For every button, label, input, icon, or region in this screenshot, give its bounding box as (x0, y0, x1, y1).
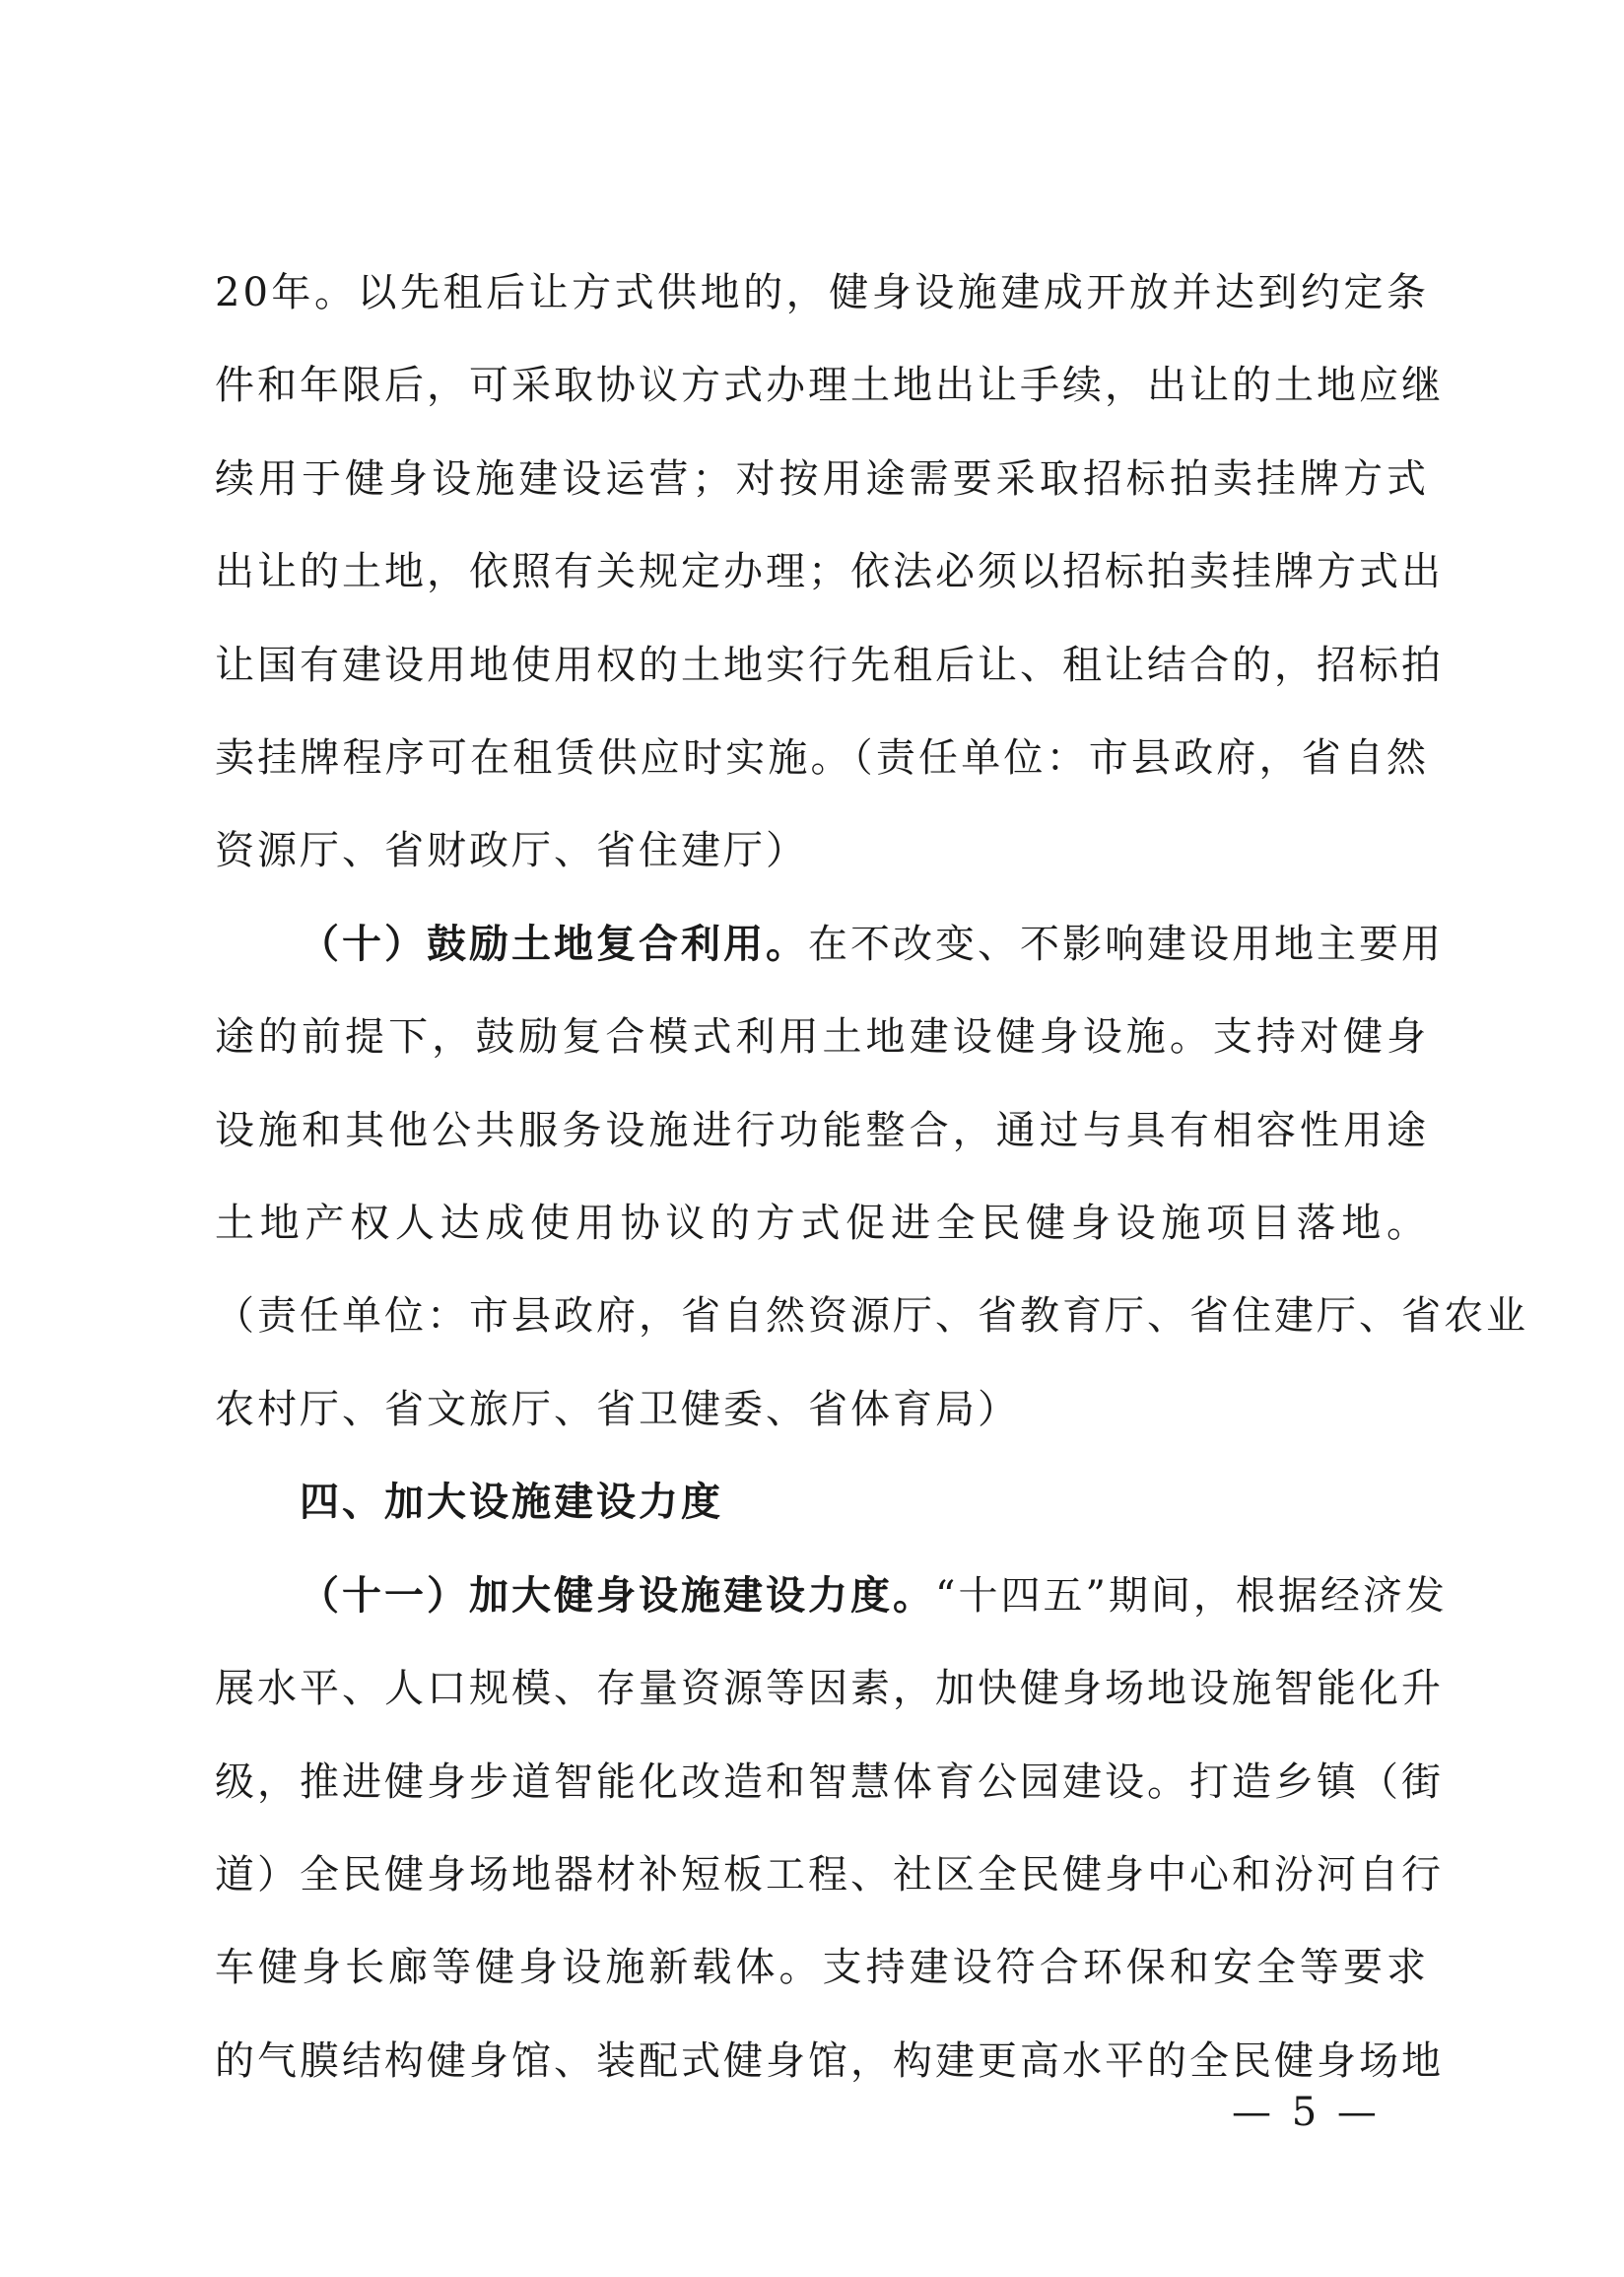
text-line: 资源厅、省财政厅、省住建厅） (215, 828, 808, 874)
text-line: 件和年限后，可采取协议方式办理土地出让手续，出让的土地应继 (215, 363, 1444, 409)
document-body (215, 246, 1528, 2107)
text-line: 的气膜结构健身馆、装配式健身馆，构建更高水平的全民健身场地 (215, 2037, 1444, 2084)
text-line: 卖挂牌程序可在租赁供应时实施。（责任单位：市县政府，省自然 (215, 735, 1429, 782)
section-lead-10: （十）鼓励土地复合利用。 (300, 921, 808, 967)
text-line: 级，推进健身步道智能化改造和智慧体育公园建设。打造乡镇（街 (215, 1759, 1444, 1805)
text-line: 出让的土地，依照有关规定办理；依法必须以招标拍卖挂牌方式出 (215, 549, 1444, 595)
text-line: 20年。以先租后让方式供地的，健身设施建成开放并达到约定条 (215, 270, 1429, 315)
text-line: 续用于健身设施建设运营；对按用途需要采取招标拍卖挂牌方式 (215, 455, 1429, 502)
section-heading-4: 四、加大设施建设力度 (300, 1480, 723, 1526)
text-line-first (215, 898, 1444, 991)
text-line: 设施和其他公共服务设施进行功能整合，通过与具有相容性用途 (215, 1107, 1429, 1153)
text-line: 途的前提下，鼓励复合模式利用土地建设健身设施。支持对健身 (215, 1014, 1429, 1061)
text-line: 车健身长廊等健身设施新载体。支持建设符合环保和安全等要求 (215, 1945, 1429, 1991)
text-line: 农村厅、省文旅厅、省卫健委、省体育局） (215, 1386, 1020, 1432)
text-line: 让国有建设用地使用权的土地实行先租后让、租让结合的，招标拍 (215, 642, 1444, 688)
section-lead-11: （十一）加大健身设施建设力度。 (300, 1572, 935, 1619)
paragraph-facility-construction (215, 1550, 1448, 2107)
text-line-first (215, 1550, 1448, 1642)
page-number: — 5 — (1232, 2090, 1381, 2135)
text-line: （责任单位：市县政府，省自然资源厅、省教育厅、省住建厅、省农业 (215, 1293, 1528, 1340)
text-line-rest: “十四五”期间，根据经济发 (935, 1572, 1448, 1619)
text-line: 展水平、人口规模、存量资源等因素，加快健身场地设施智能化升 (215, 1666, 1444, 1712)
text-line: 土地产权人达成使用协议的方式促进全民健身设施项目落地。 (215, 1201, 1429, 1247)
text-line-rest: 在不改变、不影响建设用地主要用 (808, 921, 1444, 967)
paragraph-land-supply (215, 246, 1444, 898)
text-line: 道）全民健身场地器材补短板工程、社区全民健身中心和汾河自行 (215, 1851, 1444, 1898)
paragraph-land-compound-use (215, 898, 1528, 1456)
